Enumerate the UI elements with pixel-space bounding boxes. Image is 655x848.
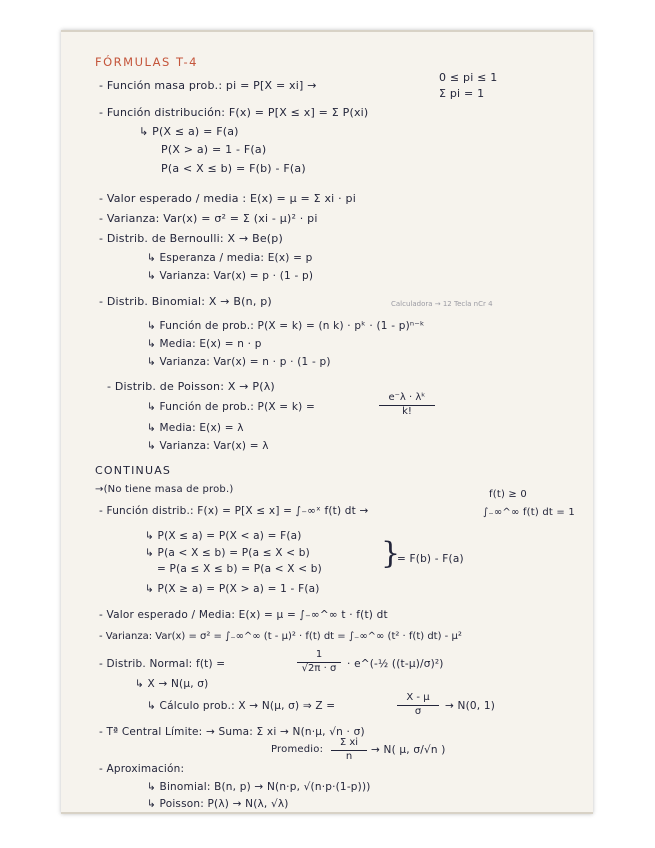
continuas-prob-result: = F(b) - F(a) xyxy=(397,553,464,565)
formula-binomial: - Distrib. Binomial: X → B(n, p) xyxy=(99,295,272,308)
formula-masa: - Función masa prob.: pi = P[X = xi] → xyxy=(99,79,317,92)
promedio-result: → N( μ, σ/√n ) xyxy=(371,744,446,756)
formula-distribucion: - Función distribución: F(x) = P[X ≤ x] = Σ P(xi) xyxy=(99,106,369,119)
binomial-varianza: ↳ Varianza: Var(x) = n · p · (1 - p) xyxy=(147,356,331,368)
formula-dist-1: ↳ P(X ≤ a) = F(a) xyxy=(139,125,239,138)
normal-x: ↳ X → N(μ, σ) xyxy=(135,678,209,690)
formula-normal: - Distrib. Normal: f(t) = xyxy=(99,658,226,670)
poisson-varianza: ↳ Varianza: Var(x) = λ xyxy=(147,440,269,452)
promedio-fraction xyxy=(331,737,367,763)
continuas-note: →(No tiene masa de prob.) xyxy=(95,484,234,495)
promedio-numerator: Σ xi xyxy=(339,737,359,748)
notebook-page xyxy=(61,30,593,814)
right-brace: } xyxy=(381,536,401,571)
masa-condition-2: Σ pi = 1 xyxy=(439,87,485,100)
aproximacion: - Aproximación: xyxy=(99,763,185,775)
formula-valor-esperado: - Valor esperado / media : E(x) = μ = Σ xi · pi xyxy=(99,192,356,205)
aproximacion-binomial: ↳ Binomial: B(n, p) → N(n·p, √(n·p·(1-p))) xyxy=(147,781,371,793)
binomial-media: ↳ Media: E(x) = n · p xyxy=(147,338,262,350)
poisson-denominator: k! xyxy=(379,405,435,418)
formula-dist-3: P(a < X ≤ b) = F(b) - F(a) xyxy=(161,162,306,175)
normal-denominator: √2π · σ xyxy=(297,662,341,675)
calculo-result: → N(0, 1) xyxy=(445,700,496,712)
binomial-funcion: ↳ Función de prob.: P(X = k) = (n k) · pᵏ · (1 - p)ⁿ⁻ᵏ xyxy=(147,320,425,332)
continuas-prob-3: = P(a ≤ X ≤ b) = P(a < X < b) xyxy=(157,563,322,575)
continuas-varianza: - Varianza: Var(x) = σ² = ∫₋∞^∞ (t - μ)² · f(t) dt = ∫₋∞^∞ (t² · f(t) dt) - μ² xyxy=(99,631,462,642)
aproximacion-poisson: ↳ Poisson: P(λ) → N(λ, √λ) xyxy=(147,798,289,810)
formula-dist-2: P(X > a) = 1 - F(a) xyxy=(161,143,267,156)
normal-exponential: · e^(-½ ((t-μ)/σ)²) xyxy=(347,658,444,670)
continuas-prob-1: ↳ P(X ≤ a) = P(X < a) = F(a) xyxy=(145,530,302,542)
poisson-fraction xyxy=(379,392,435,418)
formula-varianza: - Varianza: Var(x) = σ² = Σ (xi - μ)² · pi xyxy=(99,212,318,225)
bernoulli-esperanza: ↳ Esperanza / media: E(x) = p xyxy=(147,252,313,264)
calculo-prob: ↳ Cálculo prob.: X → N(μ, σ) ⇒ Z = xyxy=(147,700,336,712)
continuas-valor-esperado: - Valor esperado / Media: E(x) = μ = ∫₋∞^∞ t · f(t) dt xyxy=(99,609,388,621)
promedio-denominator: n xyxy=(331,750,367,763)
normal-numerator: 1 xyxy=(315,649,323,660)
continuas-distribucion: - Función distrib.: F(x) = P[X ≤ x] = ∫₋∞ˣ f(t) dt → xyxy=(99,505,369,517)
page-title: FÓRMULAS T-4 xyxy=(95,55,198,69)
z-numerator: X - μ xyxy=(406,692,430,703)
poisson-media: ↳ Media: E(x) = λ xyxy=(147,422,244,434)
poisson-numerator: e⁻λ · λᵏ xyxy=(388,392,426,403)
promedio-label: Promedio: xyxy=(271,744,324,755)
section-continuas: CONTINUAS xyxy=(95,464,172,477)
continuas-prob-2: ↳ P(a < X ≤ b) = P(a ≤ X < b) xyxy=(145,547,310,559)
continuas-condition-2: ∫₋∞^∞ f(t) dt = 1 xyxy=(483,507,575,518)
normal-fraction xyxy=(297,649,341,675)
z-denominator: σ xyxy=(397,705,439,718)
formula-poisson: - Distrib. de Poisson: X → P(λ) xyxy=(107,380,275,393)
formula-bernoulli: - Distrib. de Bernoulli: X → Be(p) xyxy=(99,232,283,245)
bernoulli-varianza: ↳ Varianza: Var(x) = p · (1 - p) xyxy=(147,270,314,282)
poisson-funcion: ↳ Función de prob.: P(X = k) = xyxy=(147,401,315,413)
masa-condition-1: 0 ≤ pi ≤ 1 xyxy=(439,71,498,84)
teorema-central-limite: - Tª Central Límite: → Suma: Σ xi → N(n·μ, √n · σ) xyxy=(99,726,365,738)
binomial-calculator-note: Calculadora → 12 Tecla nCr 4 xyxy=(391,300,493,308)
continuas-condition-1: f(t) ≥ 0 xyxy=(489,489,527,500)
z-fraction xyxy=(397,692,439,718)
continuas-prob-4: ↳ P(X ≥ a) = P(X > a) = 1 - F(a) xyxy=(145,583,320,595)
